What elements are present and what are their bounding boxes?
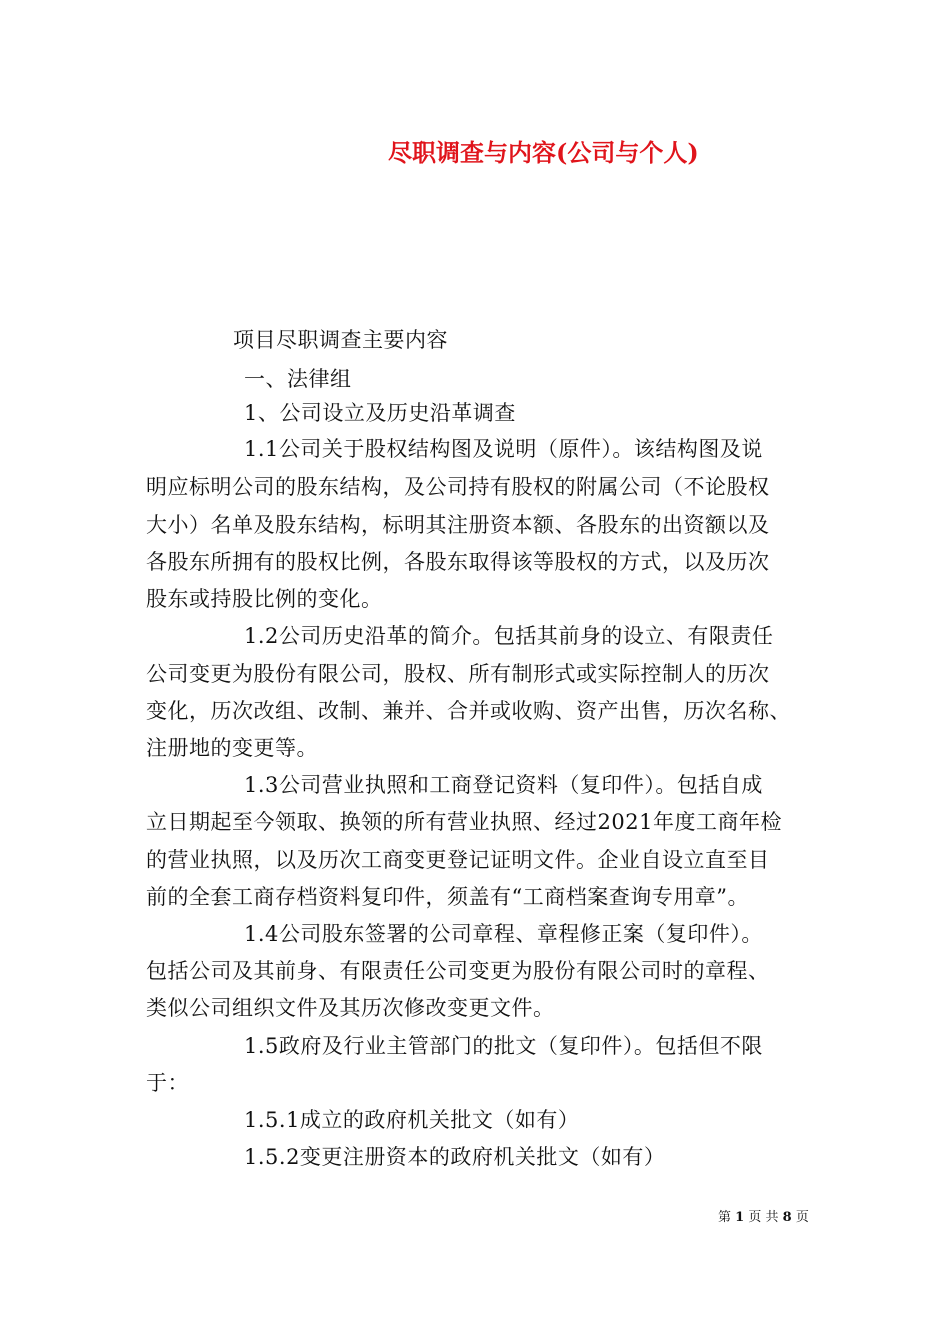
paragraph-line: 1.1公司关于股权结构图及说明（原件）。该结构图及说	[244, 437, 763, 461]
paragraph-line: 1.5政府及行业主管部门的批文（复印件）。包括但不限	[244, 1034, 763, 1058]
paragraph-line: 类似公司组织文件及其历次修改变更文件。	[146, 996, 555, 1020]
page-suffix: 页	[795, 1210, 809, 1225]
page-current: 1	[735, 1210, 745, 1225]
paragraph-line: 的营业执照，以及历次工商变更登记证明文件。企业自设立直至目	[146, 848, 770, 872]
paragraph-line: 1.5.1成立的政府机关批文（如有）	[244, 1108, 580, 1132]
paragraph-line: 包括公司及其前身、有限责任公司变更为股份有限公司时的章程、	[146, 959, 770, 983]
paragraph-line: 立日期起至今领取、换领的所有营业执照、经过2021年度工商年检	[146, 810, 782, 834]
paragraph-line: 一、法律组	[244, 367, 352, 391]
page-total: 8	[782, 1210, 792, 1225]
paragraph-line: 变化，历次改组、改制、兼并、合并或收购、资产出售，历次名称、	[146, 699, 791, 723]
paragraph-line: 1.4公司股东签署的公司章程、章程修正案（复印件）。	[244, 922, 763, 946]
paragraph-line: 1.5.2变更注册资本的政府机关批文（如有）	[244, 1145, 666, 1169]
paragraph-line: 股东或持股比例的变化。	[146, 587, 383, 611]
paragraph-line: 各股东所拥有的股权比例，各股东取得该等股权的方式，以及历次	[146, 550, 770, 574]
page-prefix: 第	[718, 1210, 732, 1225]
paragraph-line: 公司变更为股份有限公司，股权、所有制形式或实际控制人的历次	[146, 662, 770, 686]
page-middle: 页 共	[748, 1210, 779, 1225]
paragraph-line: 大小）名单及股东结构，标明其注册资本额、各股东的出资额以及	[146, 513, 770, 537]
page-number	[718, 1206, 809, 1225]
paragraph-line: 项目尽职调查主要内容	[233, 328, 448, 352]
paragraph-line: 于：	[146, 1071, 189, 1095]
paragraph-line: 1.3公司营业执照和工商登记资料（复印件）。包括自成	[244, 773, 763, 797]
paragraph-line: 明应标明公司的股东结构，及公司持有股权的附属公司（不论股权	[146, 475, 770, 499]
paragraph-line: 注册地的变更等。	[146, 736, 318, 760]
paragraph-line: 1、公司设立及历史沿革调查	[244, 401, 516, 425]
paragraph-line: 1.2公司历史沿革的简介。包括其前身的设立、有限责任	[244, 624, 774, 648]
document-title: 尽职调查与内容(公司与个人)	[388, 138, 699, 167]
paragraph-line: 前的全套工商存档资料复印件，须盖有“工商档案查询专用章”。	[146, 885, 749, 909]
